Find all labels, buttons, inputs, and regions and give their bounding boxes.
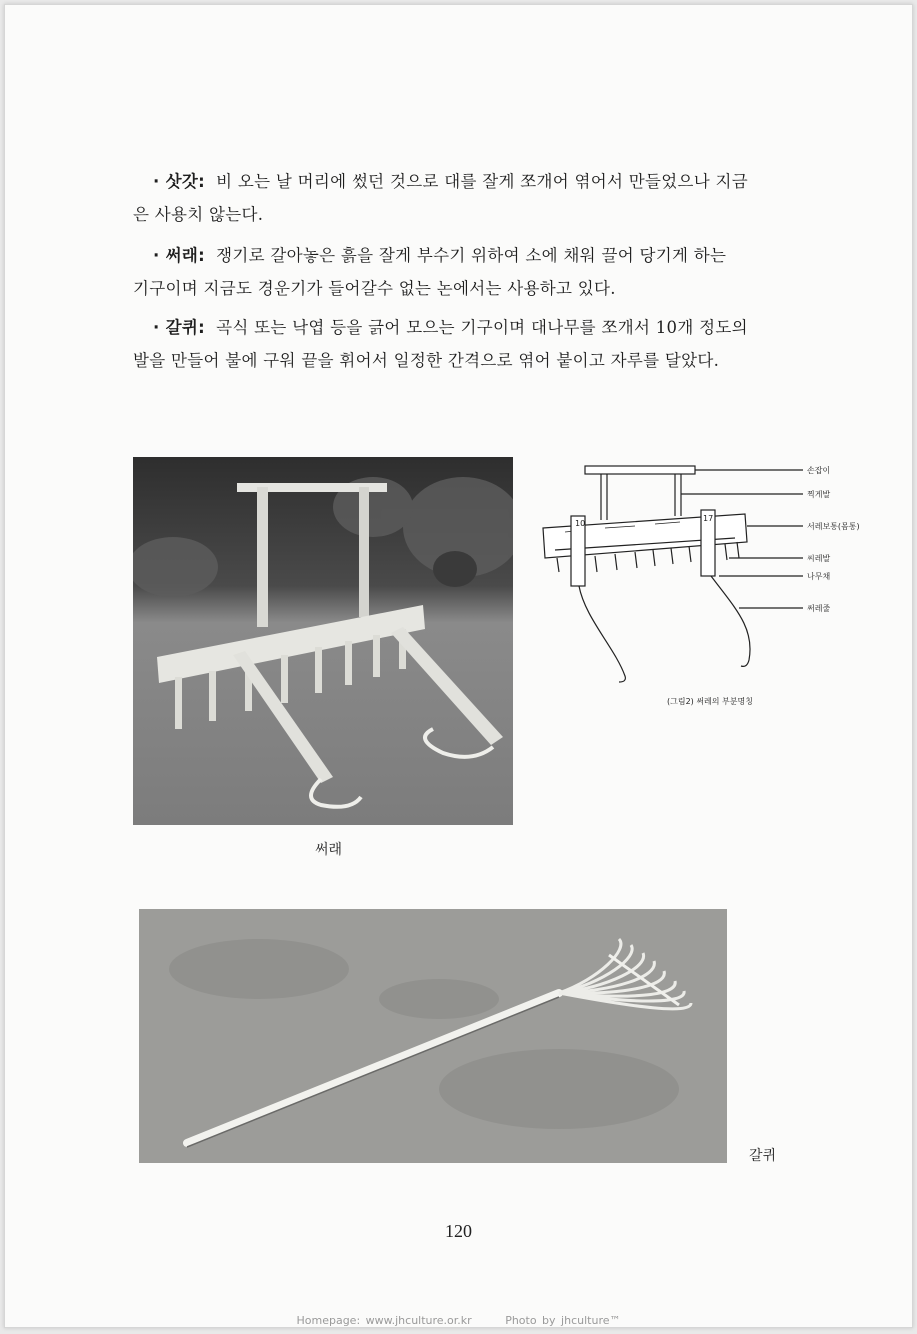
harrow-parts-diagram	[535, 458, 875, 718]
paragraph-line	[133, 165, 863, 198]
term-label: · 갈퀴:	[153, 318, 205, 337]
harrow-photo-caption: 써래	[315, 842, 343, 858]
footer-credits	[0, 1314, 917, 1327]
term-label: · 삿갓:	[153, 172, 205, 191]
paragraph-line: 은 사용치 않는다.	[133, 205, 264, 224]
paragraph-sseorae	[133, 239, 863, 305]
paragraph-galkwi	[133, 311, 863, 377]
footer-photo-credit: Photo by jhculture™	[505, 1314, 621, 1327]
plate-number: 17	[703, 514, 714, 523]
diagram-caption: (그림2) 써레의 부분명칭	[667, 697, 753, 706]
term-label: · 써래:	[153, 246, 205, 265]
label-jjikgebal: 찍게발	[807, 490, 831, 499]
harrow-photo-image	[133, 457, 513, 825]
paragraph-satgat	[133, 165, 863, 231]
paragraph-line	[133, 239, 863, 272]
paragraph-line: 기구이며 지금도 경운기가 들어갈수 없는 논에서는 사용하고 있다.	[133, 279, 616, 298]
paragraph-text: 비 오는 날 머리에 썼던 것으로 대를 잘게 쪼개어 엮어서 만들었으나 지금	[216, 172, 749, 191]
label-rope: 써레줄	[807, 604, 831, 613]
label-handle: 손잡이	[807, 466, 831, 475]
label-teeth: 씨레발	[807, 554, 831, 563]
rake-photo-image	[139, 909, 727, 1163]
label-body: 서레보통(몸통)	[807, 522, 860, 531]
plate-number: 10	[575, 519, 586, 528]
rake-photo	[139, 909, 727, 1163]
paragraph-text: 쟁기로 갈아놓은 흙을 잘게 부수기 위하여 소에 채워 끌어 당기게 하는	[216, 246, 727, 265]
paragraph-line	[133, 311, 863, 344]
document-page	[4, 4, 913, 1328]
paragraph-text: 곡식 또는 낙엽 등을 긁어 모으는 기구이며 대나무를 쪼개서 10개 정도의	[216, 318, 748, 337]
page-number: 120	[445, 1221, 472, 1241]
rake-photo-caption: 갈퀴	[749, 1148, 777, 1164]
footer-homepage: Homepage: www.jhculture.or.kr	[296, 1314, 472, 1327]
harrow-photo	[133, 457, 513, 825]
label-shaft: 나무채	[807, 572, 831, 581]
paragraph-line: 발을 만들어 불에 구워 끝을 휘어서 일정한 간격으로 엮어 붙이고 자루를 달았다.	[133, 351, 720, 370]
